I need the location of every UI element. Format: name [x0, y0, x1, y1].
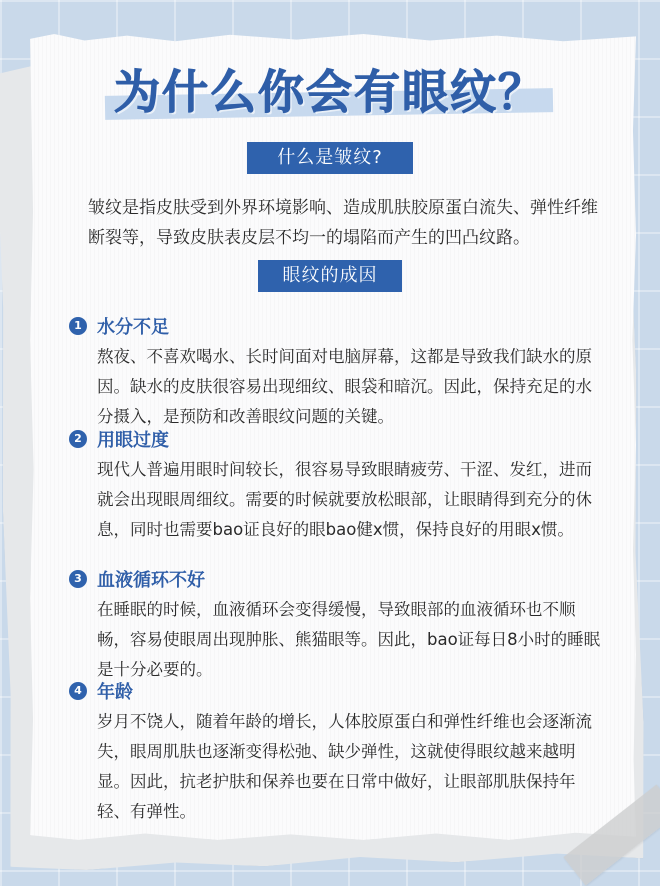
- cause-text: 现代人普遍用眼时间较长，很容易导致眼睛疲劳、干涩、发红，进而就会出现眼周细纹。需要的时候就要放松眼部，让眼睛得到充分的休息，同时也需要bao证良好的眼bao健x惯，保持良好的用眼x惯。: [97, 460, 592, 539]
- cause-header: [69, 679, 609, 703]
- cause-text: 岁月不饶人，随着年龄的增长，人体胶原蛋白和弹性纤维也会逐渐流失，眼周肌肤也逐渐变得松弛、缺少弹性，这就使得眼纹越来越明显。因此，抗老护肤和保养也要在日常中做好，让眼部肌肤保持年轻、有弹性。: [97, 712, 592, 821]
- cause-title: 水分不足: [97, 317, 169, 338]
- cause-item: [69, 679, 609, 827]
- cause-header: [69, 427, 609, 451]
- title-wrap: [0, 56, 660, 122]
- cause-header: [69, 567, 609, 591]
- section-heading-causes: 眼纹的成因: [258, 260, 402, 292]
- section-heading-what-is-wrinkle: 什么是皱纹?: [247, 142, 413, 174]
- cause-item: [69, 314, 609, 432]
- number-badge-icon: 3: [69, 570, 87, 588]
- number-badge-icon: 1: [69, 317, 87, 335]
- number-badge-icon: 4: [69, 682, 87, 700]
- cause-title: 用眼过度: [97, 430, 169, 451]
- intro-paragraph: 皱纹是指皮肤受到外界环境影响、造成肌肤胶原蛋白流失、弹性纤维断裂等，导致皮肤表皮层不均一的塌陷而产生的凹凸纹路。: [88, 198, 598, 248]
- cause-text: 在睡眠的时候，血液循环会变得缓慢，导致眼部的血液循环也不顺畅，容易使眼周出现肿胀、熊猫眼等。因此，bao证每日8小时的睡眠是十分必要的。: [97, 600, 601, 679]
- cause-title: 年龄: [97, 682, 133, 703]
- cause-title: 血液循环不好: [97, 570, 205, 591]
- number-badge-icon: 2: [69, 430, 87, 448]
- cause-item: [69, 427, 609, 545]
- cause-item: [69, 567, 609, 685]
- cause-header: [69, 314, 609, 338]
- page-title: 为什么你会有眼纹？: [114, 65, 546, 119]
- cause-text: 熬夜、不喜欢喝水、长时间面对电脑屏幕，这都是导致我们缺水的原因。缺水的皮肤很容易出现细纹、眼袋和暗沉。因此，保持充足的水分摄入，是预防和改善眼纹问题的关键。: [97, 347, 592, 426]
